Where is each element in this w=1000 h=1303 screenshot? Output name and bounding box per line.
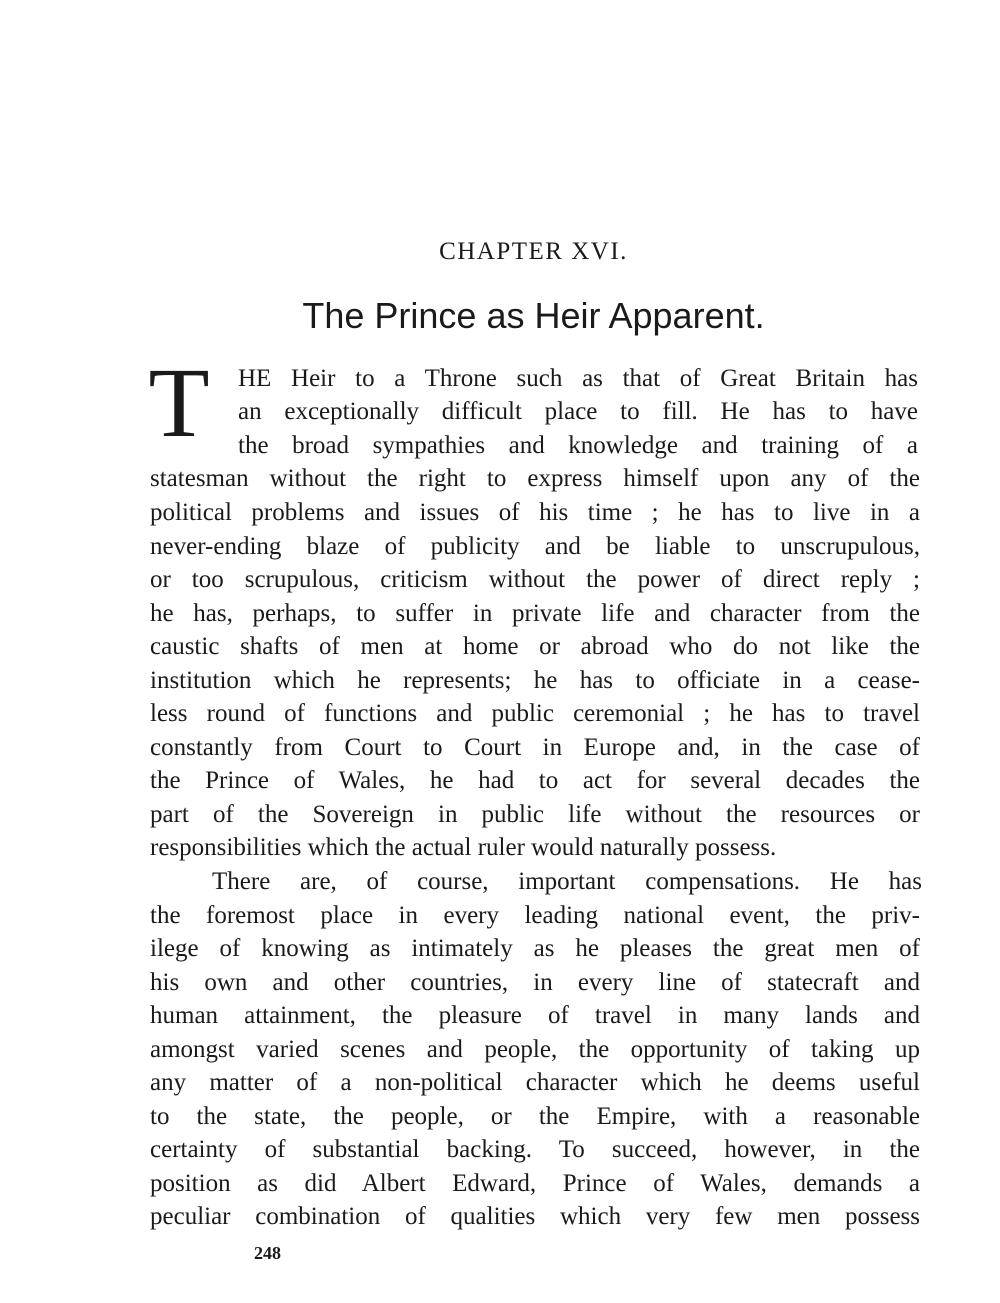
text-line: an exceptionally difficult place to fill. He has to have: [238, 398, 918, 425]
text-line: part of the Sovereign in public life without the resources or: [150, 801, 920, 828]
text-line: less round of functions and public ceremonial ; he has to travel: [150, 700, 920, 727]
chapter-title: The Prince as Heir Apparent.: [302, 295, 765, 336]
text-line: constantly from Court to Court in Europe and, in the case of: [150, 734, 920, 761]
chapter-heading: CHAPTER XVI.: [439, 238, 628, 265]
text-line: the foremost place in every leading national event, the priv-: [150, 902, 920, 929]
text-line: to the state, the people, or the Empire, with a reasonable: [150, 1103, 920, 1130]
text-line: caustic shafts of men at home or abroad who do not like the: [150, 633, 920, 660]
text-line: amongst varied scenes and people, the opportunity of taking up: [150, 1036, 920, 1063]
text-line: the broad sympathies and knowledge and training of a: [238, 432, 918, 459]
drop-cap: T: [148, 347, 210, 458]
text-line: institution which he represents; he has to officiate in a cease-: [150, 667, 920, 694]
text-line: peculiar combination of qualities which very few men possess: [150, 1203, 920, 1230]
text-line: never-ending blaze of publicity and be liable to unscrupulous,: [150, 533, 920, 560]
text-line: statesman without the right to express himself upon any of the: [150, 465, 920, 492]
text-line: position as did Albert Edward, Prince of Wales, demands a: [150, 1170, 920, 1197]
text-line: the Prince of Wales, he had to act for several decades the: [150, 767, 920, 794]
text-line: political problems and issues of his time ; he has to live in a: [150, 499, 920, 526]
text-line: responsibilities which the actual ruler would naturally possess.: [150, 834, 777, 861]
text-line: human attainment, the pleasure of travel in many lands and: [150, 1002, 920, 1029]
text-line: his own and other countries, in every line of statecraft and: [150, 969, 920, 996]
text-line: HE Heir to a Throne such as that of Great Britain has: [238, 365, 918, 392]
text-line: any matter of a non-political character which he deems useful: [150, 1069, 920, 1096]
text-line: There are, of course, important compensations. He has: [212, 868, 922, 895]
text-line: ilege of knowing as intimately as he pleases the great men of: [150, 935, 920, 962]
text-line: he has, perhaps, to suffer in private life and character from the: [150, 600, 920, 627]
page-number: 248: [254, 1243, 281, 1263]
text-line: or too scrupulous, criticism without the power of direct reply ;: [150, 566, 920, 593]
text-line: certainty of substantial backing. To succeed, however, in the: [150, 1136, 920, 1163]
